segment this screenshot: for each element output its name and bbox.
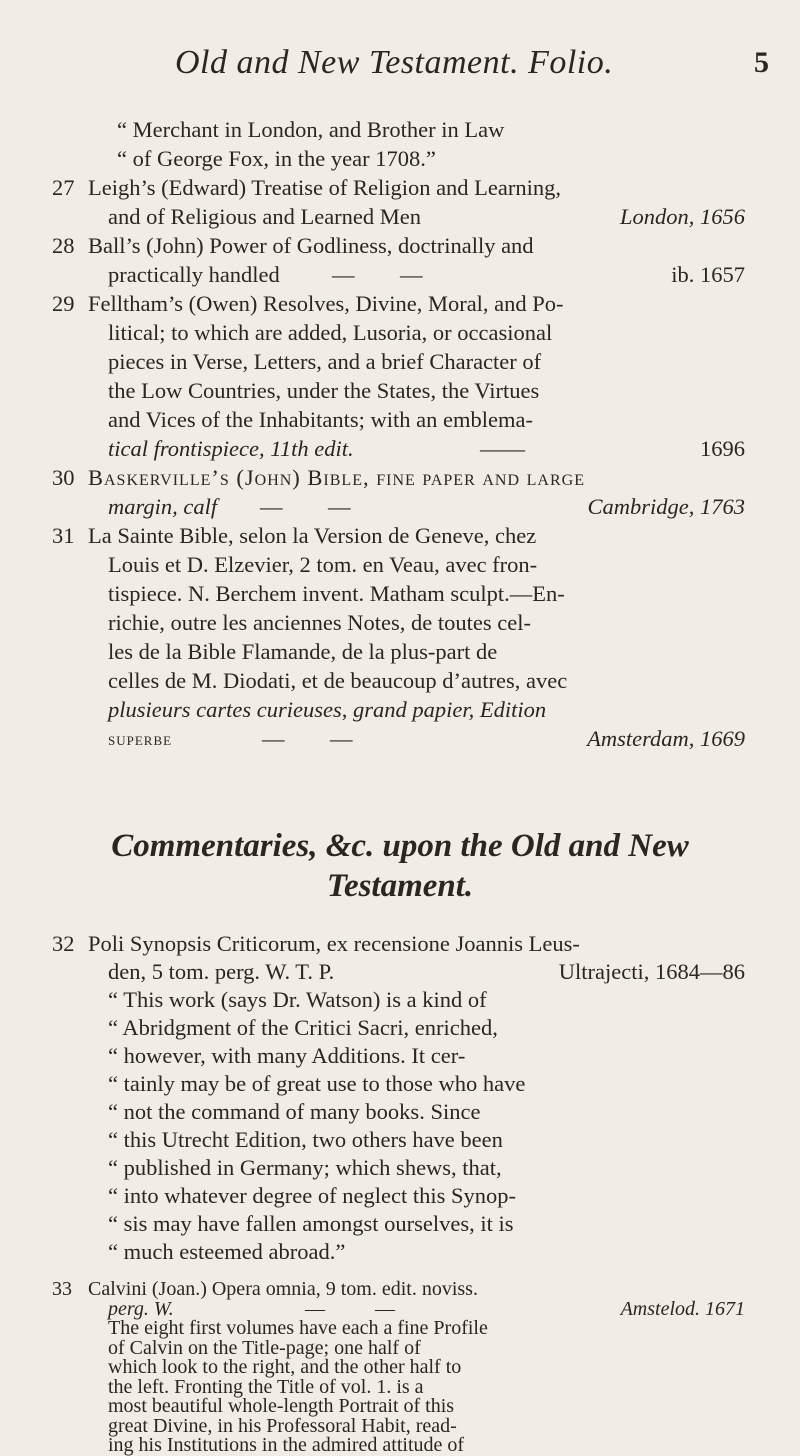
quote-line: “ published in Germany; which shews, that, — [108, 1155, 502, 1180]
entry-number: 27 — [52, 175, 75, 200]
entry-line: den, 5 tom. perg. W. T. P. — [108, 959, 335, 984]
quote-line: “ sis may have fallen amongst ourselves, it is — [108, 1211, 514, 1236]
entry-line: and Vices of the Inhabitants; with an emblema- — [108, 407, 533, 432]
entry-line: the Low Countries, under the States, the Virtues — [108, 378, 540, 403]
entry-line: of Calvin on the Title-page; one half of — [108, 1336, 421, 1359]
ditto-dash: — — [375, 1297, 395, 1320]
entry-line: les de la Bible Flamande, de la plus-part de — [108, 639, 498, 664]
quote-line: “ Abridgment of the Critici Sacri, enriched, — [108, 1015, 498, 1040]
running-title: Old and New Testament. Folio. — [175, 44, 614, 81]
ditto-dash: — — [262, 726, 285, 751]
quote-line: “ this Utrecht Edition, two others have been — [108, 1127, 503, 1152]
entry-line: perg. W. — [108, 1297, 174, 1320]
entry-imprint: Ultrajecti, 1684—86 — [558, 959, 745, 984]
entry-line: superbe — [108, 729, 173, 749]
entry-line: “ of George Fox, in the year 1708.” — [117, 146, 436, 171]
ditto-dash: —— — [480, 436, 525, 461]
entry-line: Felltham’s (Owen) Resolves, Divine, Moral, and Po- — [88, 291, 564, 316]
ditto-dash: — — [400, 262, 423, 287]
entry-number: 28 — [52, 233, 75, 258]
entry-line: pieces in Verse, Letters, and a brief Character of — [108, 349, 542, 374]
entry-number: 31 — [52, 523, 75, 548]
entry-number: 33 — [52, 1278, 72, 1300]
ditto-dash: — — [330, 726, 353, 751]
entry-line: tispiece. N. Berchem invent. Matham sculpt.—En- — [108, 581, 565, 606]
entry-line: great Divine, in his Professoral Habit, read- — [108, 1414, 457, 1437]
entry-imprint: Cambridge, 1763 — [587, 494, 745, 519]
entry-line: Ball’s (John) Power of Godliness, doctrinally and — [88, 233, 534, 258]
quote-line: “ however, with many Additions. It cer- — [108, 1043, 466, 1068]
ditto-dash: — — [260, 494, 283, 519]
ditto-dash: — — [305, 1297, 325, 1320]
entry-line: ing his Institutions in the admired attitude of — [108, 1434, 465, 1456]
quote-line: “ tainly may be of great use to those who have — [108, 1071, 526, 1096]
quote-line: “ not the command of many books. Since — [108, 1099, 481, 1124]
entry-line: The eight first volumes have each a fine Profile — [108, 1317, 488, 1339]
page-number: 5 — [754, 46, 769, 79]
section-heading: Commentaries, &c. upon the Old and New — [111, 828, 689, 864]
entry-line: La Sainte Bible, selon la Version de Geneve, chez — [88, 523, 537, 548]
running-header — [0, 44, 800, 94]
entry-number: 32 — [52, 931, 75, 956]
entry-imprint: ib. 1657 — [671, 262, 745, 287]
entry-line: Poli Synopsis Criticorum, ex recensione Joannis Leus- — [88, 931, 580, 956]
entry-imprint: Amsterdam, 1669 — [587, 726, 745, 751]
ditto-dash: — — [332, 262, 355, 287]
entry-line: the left. Fronting the Title of vol. 1. is a — [108, 1375, 424, 1398]
ditto-dash: — — [328, 494, 351, 519]
entry-line: litical; to which are added, Lusoria, or occasional — [108, 320, 553, 345]
entry-line: and of Religious and Learned Men — [108, 204, 422, 229]
entry-imprint: London, 1656 — [619, 204, 745, 229]
entry-number: 29 — [52, 291, 75, 316]
entry-line: plusieurs cartes curieuses, grand papier, Edition — [108, 697, 547, 722]
entry-imprint: Amstelod. 1671 — [620, 1297, 745, 1320]
entry-number: 30 — [52, 465, 75, 490]
entry-line: celles de M. Diodati, et de beaucoup d’autres, avec — [108, 668, 568, 693]
entry-line: tical frontispiece, 11th edit. — [108, 436, 354, 461]
entry-line: Baskerville’s (John) Bible, fine paper and large — [88, 465, 585, 490]
entry-line: Calvini (Joan.) Opera omnia, 9 tom. edit. noviss. — [88, 1278, 478, 1300]
entry-line: Louis et D. Elzevier, 2 tom. en Veau, avec fron- — [108, 552, 538, 577]
section-heading-line2: Testament. — [326, 868, 474, 904]
entry-line: practically handled — [108, 262, 280, 287]
entry-imprint: 1696 — [700, 436, 745, 461]
entry-line: margin, calf — [108, 494, 218, 519]
entry-line: richie, outre les anciennes Notes, de toutes cel- — [108, 610, 531, 635]
quote-line: “ into whatever degree of neglect this Synop- — [108, 1183, 516, 1208]
entry-line: “ Merchant in London, and Brother in Law — [117, 117, 505, 142]
entry-line: most beautiful whole-length Portrait of this — [108, 1395, 455, 1417]
entry-line: Leigh’s (Edward) Treatise of Religion and Learning, — [88, 175, 562, 200]
quote-line: “ This work (says Dr. Watson) is a kind of — [108, 987, 487, 1012]
entry-line: which look to the right, and the other half to — [108, 1356, 462, 1378]
quote-line: “ much esteemed abroad.” — [108, 1239, 346, 1264]
